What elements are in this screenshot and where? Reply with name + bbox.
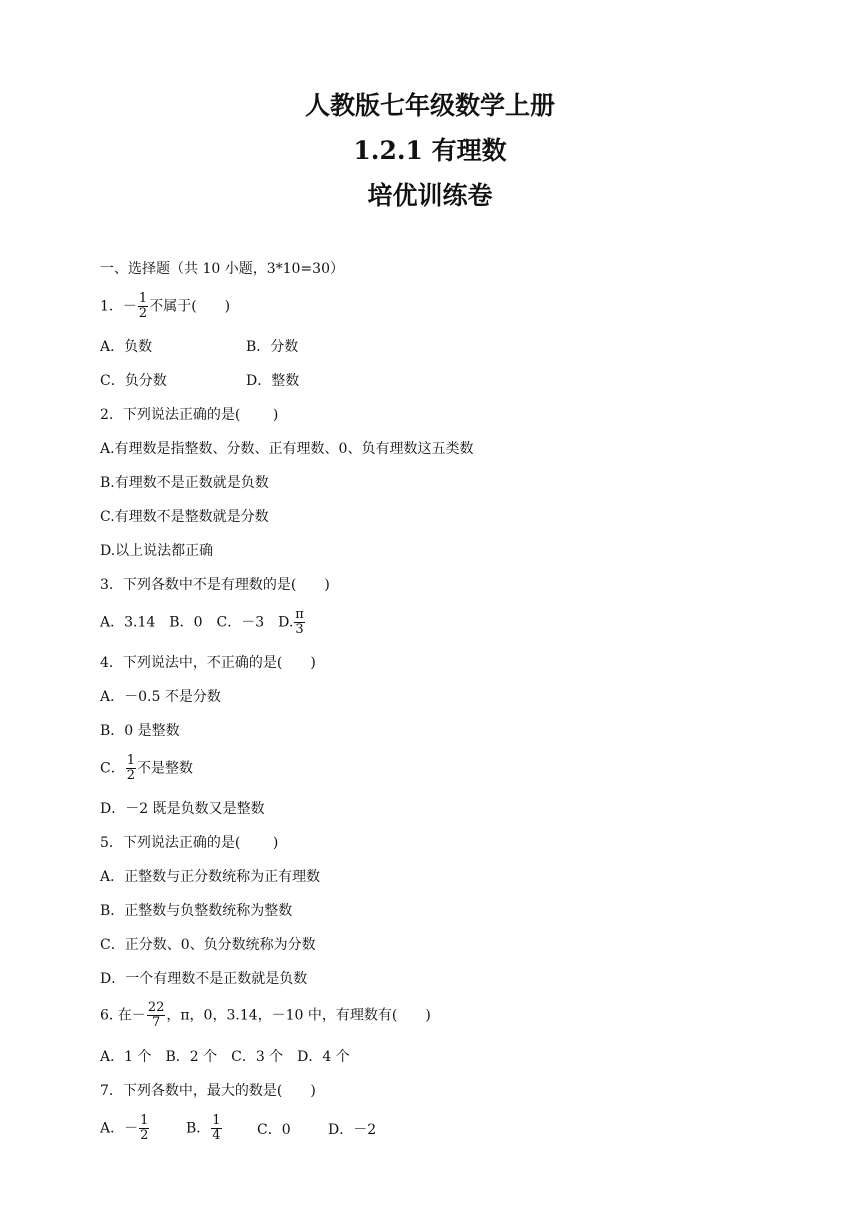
question-3-options [100, 608, 306, 637]
question-7-stem: 7．下列各数中，最大的数是( ) [100, 1083, 316, 1099]
question-1-option-b: B．分数 [246, 339, 299, 355]
question-2-stem: 2．下列说法正确的是( ) [100, 407, 279, 423]
question-6-suffix: ，π，0，3.14，－10 中，有理数有( ) [166, 1007, 431, 1024]
question-2-option-d: D.以上说法都正确 [100, 543, 214, 559]
question-4-option-c [100, 754, 193, 783]
question-5-option-c: C．正分数、0、负分数统称为分数 [100, 937, 316, 953]
question-3-stem: 3．下列各数中不是有理数的是( ) [100, 577, 330, 593]
question-1-prefix: 1．－ [100, 298, 137, 315]
question-4-option-b: B．0 是整数 [100, 723, 180, 739]
question-2-option-a: A.有理数是指整数、分数、正有理数、0、负有理数这五类数 [100, 441, 474, 457]
option-b-fraction [211, 1114, 221, 1143]
option-c-prefix: C． [100, 760, 125, 777]
question-1-option-c: C．负分数 [100, 373, 167, 389]
fraction-numerator: π [295, 607, 304, 622]
option-a-prefix: A．－ [100, 1120, 139, 1137]
fraction-numerator: 1 [212, 1113, 221, 1128]
question-6-stem [100, 1001, 431, 1030]
question-5-option-d: D．一个有理数不是正数就是负数 [100, 971, 308, 987]
document-subtitle: 1.2.1 有理数 [353, 136, 507, 165]
question-1-fraction [138, 292, 148, 321]
question-4-stem: 4．下列说法中，不正确的是( ) [100, 655, 316, 671]
question-5-option-b: B．正整数与负整数统称为整数 [100, 903, 293, 919]
option-a-fraction [139, 1114, 149, 1143]
question-1-option-a: A．负数 [100, 339, 153, 355]
question-4-option-a: A．－0.5 不是分数 [100, 689, 221, 705]
fraction-numerator: 1 [138, 291, 148, 306]
option-b-prefix: B． [186, 1120, 211, 1137]
fraction-denominator: 2 [140, 1128, 149, 1143]
question-7-option-c: C．0 [257, 1122, 291, 1138]
question-7-option-d: D．－2 [328, 1122, 377, 1138]
fraction-denominator: 3 [295, 622, 304, 637]
fraction-denominator: 2 [138, 306, 148, 321]
document-title: 人教版七年级数学上册 [304, 91, 555, 120]
fraction-numerator: 1 [126, 753, 135, 768]
fraction-numerator: 1 [140, 1113, 149, 1128]
question-6-options: A．1 个 B．2 个 C．3 个 D．4 个 [100, 1049, 350, 1065]
question-1-suffix: 不属于( ) [149, 298, 231, 315]
question-4-option-d: D．－2 既是负数又是整数 [100, 801, 265, 817]
question-3-options-text: A．3.14 B．0 C．－3 D. [100, 614, 294, 631]
question-2-option-b: B.有理数不是正数就是负数 [100, 475, 269, 491]
question-3-fraction [294, 608, 305, 637]
question-7-option-a [100, 1114, 150, 1143]
question-7-option-b [186, 1114, 223, 1143]
question-6-fraction [147, 1001, 166, 1030]
document-subheading: 培优训练卷 [367, 181, 493, 210]
fraction-denominator: 7 [151, 1015, 161, 1030]
option-c-fraction [126, 754, 136, 783]
question-2-option-c: C.有理数不是整数就是分数 [100, 509, 269, 525]
question-1-option-d: D．整数 [246, 373, 300, 389]
question-5-option-a: A．正整数与正分数统称为正有理数 [100, 869, 321, 885]
option-c-suffix: 不是整数 [137, 760, 193, 777]
fraction-denominator: 4 [212, 1128, 221, 1143]
section-heading: 一、选择题（共 10 小题，3*10=30） [100, 261, 344, 277]
fraction-numerator: 22 [147, 1000, 165, 1015]
fraction-denominator: 2 [126, 768, 135, 783]
question-1-stem [100, 292, 230, 321]
question-5-stem: 5．下列说法正确的是( ) [100, 835, 279, 851]
question-6-prefix: 6. 在－ [100, 1007, 146, 1024]
